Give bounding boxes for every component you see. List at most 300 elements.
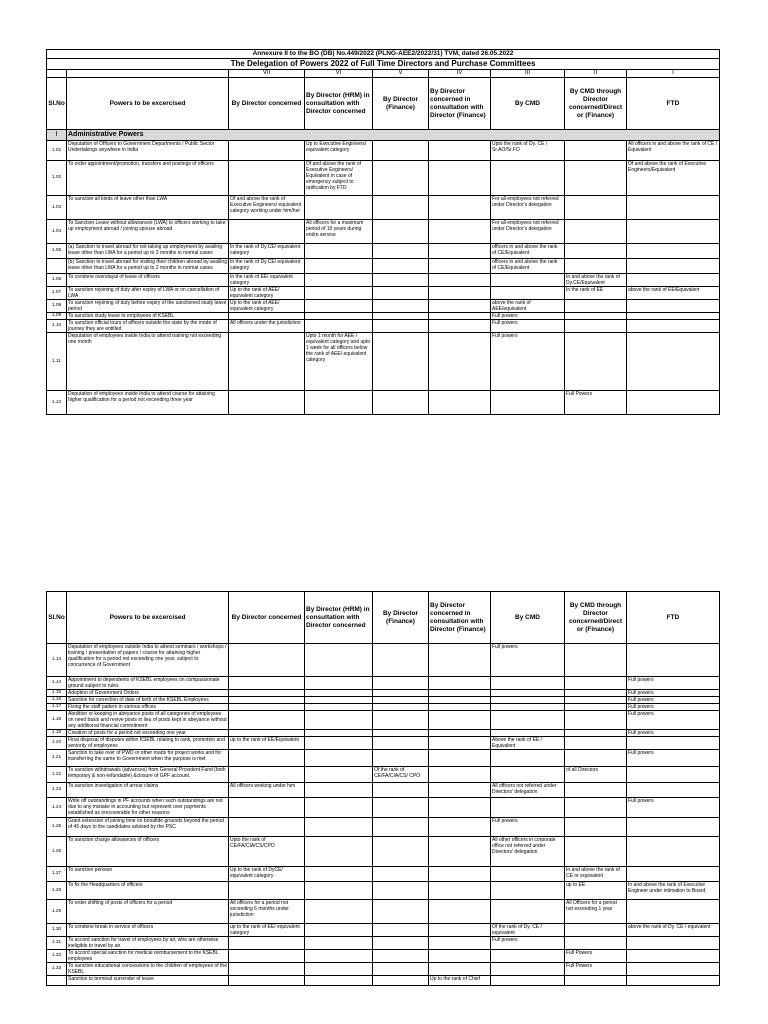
director-with-finance-cell [429, 963, 491, 976]
director-concerned-cell: In the rank of EE/ equivalent category [229, 274, 305, 287]
director-hrm-cell [305, 711, 373, 730]
cmd-through-director-cell [565, 711, 627, 730]
director-finance-cell [373, 730, 429, 737]
director-hrm-cell [305, 767, 373, 783]
table-row [47, 937, 720, 950]
table-row [47, 837, 720, 867]
cmd-through-director-cell: In and above the rank of CE or equivalent [565, 867, 627, 882]
cmd-cell [491, 704, 565, 711]
power-description: Deputation of employees inside India to attend course for attaining higher qualification for a period not exceeding three year [67, 391, 229, 415]
header-director-with-finance: By Director concerned in consultation with Director (Finance) [429, 78, 491, 130]
director-concerned-cell [229, 882, 305, 900]
cmd-cell [491, 677, 565, 690]
ftd-cell: Full powers [627, 704, 720, 711]
header-slno: Sl.No [47, 78, 67, 130]
ftd-cell [627, 220, 720, 244]
director-hrm-cell [305, 391, 373, 415]
cmd-cell: Full powers [491, 818, 565, 837]
cmd-through-director-cell: up to EE [565, 882, 627, 900]
power-description: To condone overstayal of leave of officers [67, 274, 229, 287]
director-with-finance-cell [429, 867, 491, 882]
cmd-cell: All other officers in corporate office not referred under Directors' delegation [491, 837, 565, 867]
ftd-cell [627, 737, 720, 750]
power-description: Deputation of employees inside India to attend training not exceeding one month [67, 333, 229, 391]
director-with-finance-cell [429, 750, 491, 767]
cmd-cell [491, 963, 565, 976]
director-hrm-cell [305, 963, 373, 976]
director-with-finance-cell [429, 161, 491, 196]
table-row [47, 818, 720, 837]
director-hrm-cell: All officers for a maximum period of 10 years during entire service [305, 220, 373, 244]
cmd-through-director-cell [565, 333, 627, 391]
cmd-through-director-cell [565, 924, 627, 937]
director-with-finance-cell [429, 220, 491, 244]
director-concerned-cell: Up to the rank of AEE/ equivalent category [229, 300, 305, 313]
cmd-cell: Full powers [491, 313, 565, 320]
director-hrm-cell [305, 244, 373, 259]
row-number: 1.30 [47, 924, 67, 937]
cmd-through-director-cell [565, 259, 627, 274]
director-hrm-cell [305, 798, 373, 818]
power-description: To sanction rejoining of duty after expiry of LWA or on cancellation of LWA [67, 287, 229, 300]
ftd-cell [627, 937, 720, 950]
director-hrm-cell [305, 697, 373, 704]
cmd-cell: Full powers [491, 333, 565, 391]
row-number: 1.05 [47, 244, 67, 259]
ftd-cell: Of and above the rank of Executive Engineers/Equivalent [627, 161, 720, 196]
cmd-through-director-cell [565, 937, 627, 950]
director-with-finance-cell [429, 259, 491, 274]
row-number: 1.29 [47, 900, 67, 924]
director-concerned-cell: All officers working under him [229, 783, 305, 798]
ftd-cell [627, 767, 720, 783]
director-concerned-cell [229, 937, 305, 950]
director-with-finance-cell [429, 677, 491, 690]
table-row [47, 320, 720, 333]
cmd-through-director-cell [565, 730, 627, 737]
header-ftd: FTD [627, 592, 720, 644]
director-finance-cell [373, 300, 429, 313]
cmd-through-director-cell [565, 161, 627, 196]
table-row [47, 161, 720, 196]
cmd-through-director-cell [565, 976, 627, 986]
cmd-through-director-cell: Full Powers [565, 950, 627, 963]
ftd-cell: Full powers [627, 711, 720, 730]
column-header-row [47, 592, 720, 644]
row-number: 1.18 [47, 711, 67, 730]
director-hrm-cell [305, 900, 373, 924]
row-number: 1.20 [47, 737, 67, 750]
director-with-finance-cell [429, 737, 491, 750]
cmd-through-director-cell [565, 644, 627, 677]
ftd-cell [627, 320, 720, 333]
power-description: Adoption of Government Orders [67, 690, 229, 697]
director-finance-cell [373, 798, 429, 818]
row-number: 1.17 [47, 704, 67, 711]
director-finance-cell [373, 900, 429, 924]
director-finance-cell [373, 320, 429, 333]
row-number: 1.26 [47, 837, 67, 867]
ftd-cell [627, 818, 720, 837]
director-with-finance-cell [429, 937, 491, 950]
roman-v: V [373, 70, 429, 78]
director-with-finance-cell [429, 818, 491, 837]
power-description: To accord special sanction for medical reimbursement to the KSEBL employees [67, 950, 229, 963]
director-with-finance-cell [429, 950, 491, 963]
cmd-through-director-cell [565, 220, 627, 244]
cmd-cell: All officers not referred under Directors' delegation [491, 783, 565, 798]
director-hrm-cell [305, 783, 373, 798]
director-finance-cell [373, 220, 429, 244]
director-concerned-cell: Up to the rank of AEE/ equivalent category [229, 287, 305, 300]
table-row [47, 867, 720, 882]
director-concerned-cell: In the rank of Dy.CE/ equivalent category [229, 259, 305, 274]
roman-vii: VII [229, 70, 305, 78]
director-finance-cell [373, 937, 429, 950]
director-hrm-cell [305, 196, 373, 220]
director-finance-cell [373, 259, 429, 274]
cmd-cell [491, 697, 565, 704]
power-description: To sanction charge allowances of officers [67, 837, 229, 867]
director-concerned-cell [229, 750, 305, 767]
ftd-cell [627, 950, 720, 963]
director-concerned-cell [229, 711, 305, 730]
director-hrm-cell [305, 818, 373, 837]
header-slno: Sl.No [47, 592, 67, 644]
cmd-through-director-cell [565, 818, 627, 837]
row-number [47, 259, 67, 274]
director-finance-cell [373, 644, 429, 677]
power-description: To sanction withdrawals (advances) from General Provident Fund (both temporary & non-refundable) &closure of GPF account. [67, 767, 229, 783]
power-description: (b) Sanction to travel abroad for visiting their children abroad by availing leave other than LWA for a period up to 2 months in normal cases [67, 259, 229, 274]
director-with-finance-cell [429, 287, 491, 300]
cmd-through-director-cell: All Officers for a period not exceeding 1 year [565, 900, 627, 924]
cmd-through-director-cell: of all Directors [565, 767, 627, 783]
director-with-finance-cell [429, 644, 491, 677]
row-number: 1.21 [47, 750, 67, 767]
delegation-table-part-1 [46, 49, 720, 415]
ftd-cell: Full powers [627, 730, 720, 737]
director-with-finance-cell [429, 141, 491, 161]
cmd-cell: Full powers [491, 320, 565, 333]
row-number: 1.27 [47, 867, 67, 882]
power-description: To order appointment/promotion, transfers and postings of officers [67, 161, 229, 196]
section-number: I [47, 130, 67, 141]
row-number [47, 976, 67, 986]
ftd-cell [627, 391, 720, 415]
power-description: Deputation of employees outside India to attend seminars / workshops / training / presentation of papers / course for attaining higher qualification for a period not exceeding one year, subject to concurrence of Government [67, 644, 229, 677]
director-hrm-cell [305, 737, 373, 750]
director-hrm-cell [305, 950, 373, 963]
ftd-cell [627, 783, 720, 798]
table-row [47, 900, 720, 924]
cmd-cell [491, 161, 565, 196]
cmd-through-director-cell [565, 313, 627, 320]
cmd-cell [491, 730, 565, 737]
column-header-row [47, 78, 720, 130]
director-hrm-cell [305, 750, 373, 767]
director-concerned-cell [229, 798, 305, 818]
director-hrm-cell [305, 313, 373, 320]
header-cmd: By CMD [491, 592, 565, 644]
director-hrm-cell [305, 837, 373, 867]
director-with-finance-cell [429, 697, 491, 704]
director-hrm-cell [305, 677, 373, 690]
director-finance-cell [373, 976, 429, 986]
table-row [47, 924, 720, 937]
director-hrm-cell [305, 976, 373, 986]
power-description: To sanction all kinds of leave other than LWA [67, 196, 229, 220]
row-number: 1.08 [47, 300, 67, 313]
header-cmd-through-director: By CMD through Director concerned/Direct or (Finance) [565, 78, 627, 130]
director-hrm-cell: Upto 1 month for AEE / equivalent category and upto 1 week for all officers below the rank of AEE/ equivalent category [305, 333, 373, 391]
director-hrm-cell [305, 287, 373, 300]
ftd-cell: above the rank of Dy. CE / equivalent [627, 924, 720, 937]
cmd-through-director-cell [565, 244, 627, 259]
power-description: Final disposal of disputes within KSEBL relating to rank, promotion and seniority of employees [67, 737, 229, 750]
cmd-through-director-cell [565, 320, 627, 333]
row-number: 1.24 [47, 798, 67, 818]
row-number: 1.33 [47, 963, 67, 976]
director-concerned-cell [229, 141, 305, 161]
cmd-cell [491, 867, 565, 882]
table-row [47, 391, 720, 415]
director-finance-cell [373, 882, 429, 900]
ftd-cell: All officers in and above the rank of CE / Equivalent [627, 141, 720, 161]
director-concerned-cell [229, 730, 305, 737]
row-number: 1.07 [47, 287, 67, 300]
director-with-finance-cell [429, 320, 491, 333]
ftd-cell [627, 837, 720, 867]
power-description: To fix the Headquarters of officers [67, 882, 229, 900]
power-description: To Sanction Leave without allowances (LWA) to officers working to take up employment abroad / joining spouse abroad [67, 220, 229, 244]
director-concerned-cell: up to the rank of EE/Equivalent [229, 737, 305, 750]
director-concerned-cell [229, 677, 305, 690]
table-row [47, 313, 720, 320]
ftd-cell [627, 274, 720, 287]
power-description: (a) Sanction to travel abroad for not taking up employment by availing leave other than LWA for a period up to 2 months in normal cases [67, 244, 229, 259]
director-concerned-cell: All officers under the jurisdiction [229, 320, 305, 333]
table-row [47, 704, 720, 711]
cmd-through-director-cell [565, 300, 627, 313]
header-ftd: FTD [627, 78, 720, 130]
table-row [47, 244, 720, 259]
director-concerned-cell [229, 697, 305, 704]
director-concerned-cell [229, 950, 305, 963]
row-number: 1.11 [47, 333, 67, 391]
row-number: 1.10 [47, 320, 67, 333]
cmd-through-director-cell [565, 737, 627, 750]
cmd-cell: For all employees not referred under Director's delegation [491, 220, 565, 244]
roman-ii: II [565, 70, 627, 78]
power-description: To sanction study leave to employees of KSEBL [67, 313, 229, 320]
header-cmd-through-director: By CMD through Director concerned/Direct or (Finance) [565, 592, 627, 644]
director-hrm-cell [305, 644, 373, 677]
header-powers: Powers to be excercised [67, 592, 229, 644]
cmd-through-director-cell: In and above the rank of Dy.CE/Equivalent [565, 274, 627, 287]
director-hrm-cell [305, 882, 373, 900]
row-number: 1.15 [47, 690, 67, 697]
director-hrm-cell: Up to Executive Engineers/ equivalent category [305, 141, 373, 161]
director-concerned-cell [229, 690, 305, 697]
row-number: 1.23 [47, 783, 67, 798]
power-description: Write off outstandings in PF accounts when such outstandings are not due to any mistake in accounting but represent over payments established as irrecoverable for other reasons [67, 798, 229, 818]
ftd-cell: Full powers [627, 750, 720, 767]
director-concerned-cell [229, 313, 305, 320]
row-number: 1.01 [47, 141, 67, 161]
cmd-cell [491, 391, 565, 415]
director-finance-cell [373, 750, 429, 767]
roman-numeral-row [47, 70, 720, 78]
director-concerned-cell [229, 704, 305, 711]
cmd-through-director-cell [565, 697, 627, 704]
power-description: To order shifting of posts of officers for a period [67, 900, 229, 924]
cmd-through-director-cell [565, 783, 627, 798]
cmd-cell [491, 767, 565, 783]
power-description: Grant extension of joining time on bonafide grounds beyond the period of 45 days to the candidates advised by the PSC [67, 818, 229, 837]
ftd-cell: Full powers [627, 677, 720, 690]
ftd-cell [627, 867, 720, 882]
table-row [47, 141, 720, 161]
director-hrm-cell [305, 300, 373, 313]
power-description: Creation of posts for a period not exceeding one year [67, 730, 229, 737]
power-description: To sanction educational concessions to the children of employees of the KSEBL [68, 963, 227, 975]
director-hrm-cell [305, 274, 373, 287]
director-with-finance-cell [429, 333, 491, 391]
ftd-cell [627, 333, 720, 391]
director-hrm-cell: Of and above the rank of Executive Engineers/ Equivalent in case of emergency subject to ratification by FTD [305, 161, 373, 196]
power-description: Fixing the staff pattern in various offices [67, 704, 229, 711]
director-with-finance-cell [429, 391, 491, 415]
power-description: To accord sanction for travel of employees by air, who are otherwise ineligible to travel by air [67, 937, 229, 950]
section-title: Administrative Powers [67, 130, 720, 141]
director-finance-cell [373, 783, 429, 798]
header-director-concerned: By Director concerned [229, 592, 305, 644]
table-row [47, 220, 720, 244]
ftd-cell: Full powers [627, 798, 720, 818]
table-row [47, 882, 720, 900]
cmd-through-director-cell: Full Powers [565, 963, 627, 976]
row-number: 1.02 [47, 161, 67, 196]
ftd-cell [627, 644, 720, 677]
director-finance-cell: Of the rank of CE/FA/CIA/CS/ CPO [373, 767, 429, 783]
power-description: To sanction investigation of arrear claims [67, 783, 229, 798]
director-finance-cell [373, 963, 429, 976]
table-row [47, 333, 720, 391]
cmd-cell: officers in and above the rank of CE/Equivalent [491, 244, 565, 259]
row-number: 1.04 [47, 220, 67, 244]
cmd-cell [491, 690, 565, 697]
table-row [47, 798, 720, 818]
header-director-finance: By Director (Finance) [373, 78, 429, 130]
director-with-finance-cell [429, 882, 491, 900]
director-with-finance-cell [429, 300, 491, 313]
power-description: Abolition or keeping in abeyance posts of all categories of employees on need basis and revive posts in lieu of posts kept in abeyance without any additional financial commitment [68, 711, 227, 729]
director-with-finance-cell [429, 196, 491, 220]
table-body-part-2 [47, 644, 720, 986]
table-row [47, 783, 720, 798]
ftd-cell [627, 259, 720, 274]
cmd-cell: Full powers [491, 644, 565, 677]
director-finance-cell [373, 690, 429, 697]
roman-iii: III [491, 70, 565, 78]
header-director-with-finance: By Director concerned in consultation with Director (Finance) [429, 592, 491, 644]
director-concerned-cell [229, 220, 305, 244]
cmd-cell: above the rank of AEE/equivalent [491, 300, 565, 313]
row-number: 1.19 [47, 730, 67, 737]
director-finance-cell [373, 867, 429, 882]
director-with-finance-cell [429, 244, 491, 259]
table-body-part-1 [47, 141, 720, 415]
director-hrm-cell [305, 730, 373, 737]
ftd-cell [627, 313, 720, 320]
director-concerned-cell [229, 644, 305, 677]
director-hrm-cell [305, 937, 373, 950]
cmd-cell [491, 900, 565, 924]
ftd-cell: above the rank of EE/Equivalent [627, 287, 720, 300]
director-with-finance-cell [429, 704, 491, 711]
table-row [47, 730, 720, 737]
cmd-cell: Of the rank of Dy. CE / equivalent [491, 924, 565, 937]
table-row [47, 767, 720, 783]
row-number: 1.16 [47, 697, 67, 704]
header-cmd: By CMD [491, 78, 565, 130]
director-concerned-cell [229, 818, 305, 837]
power-description: Appointment to dependents of KSEBL employees on compassionate ground subject to rules [67, 677, 229, 690]
director-concerned-cell [229, 976, 305, 986]
cmd-through-director-cell: In the rank of EE [565, 287, 627, 300]
director-with-finance-cell [429, 798, 491, 818]
table-row [47, 287, 720, 300]
table-row [47, 750, 720, 767]
row-number: 1.03 [47, 196, 67, 220]
director-concerned-cell [229, 391, 305, 415]
director-concerned-cell: Of and above the rank of Executive Engineers/ equivalent category working under him/her [229, 196, 305, 220]
director-finance-cell [373, 697, 429, 704]
director-with-finance-cell [429, 924, 491, 937]
director-concerned-cell [229, 333, 305, 391]
director-hrm-cell [305, 690, 373, 697]
ftd-cell [627, 196, 720, 220]
cmd-cell [491, 882, 565, 900]
header-director-concerned: By Director concerned [229, 78, 305, 130]
row-number: 1.06 [47, 274, 67, 287]
director-with-finance-cell: Up to the rank of Chief [429, 976, 491, 986]
cmd-through-director-cell [565, 704, 627, 711]
director-hrm-cell [305, 259, 373, 274]
cmd-cell [491, 711, 565, 730]
director-with-finance-cell [429, 783, 491, 798]
director-with-finance-cell [429, 274, 491, 287]
director-concerned-cell: Up to the rank of DyCE/ equivalent category [229, 867, 305, 882]
director-concerned-cell: All officers for a period not exceeding 6 months under jurisdiction [229, 900, 305, 924]
director-finance-cell [373, 818, 429, 837]
director-with-finance-cell [429, 690, 491, 697]
director-finance-cell [373, 924, 429, 937]
table-row [47, 697, 720, 704]
row-number: 1.12 [47, 391, 67, 415]
director-finance-cell [373, 161, 429, 196]
director-finance-cell [373, 196, 429, 220]
cmd-cell [491, 274, 565, 287]
director-finance-cell [373, 737, 429, 750]
director-with-finance-cell [429, 730, 491, 737]
director-concerned-cell [229, 767, 305, 783]
director-concerned-cell: up to the rank of EE/ equivalent category [229, 924, 305, 937]
director-concerned-cell [229, 161, 305, 196]
cmd-cell: For all employees not referred under Director's delegation [491, 196, 565, 220]
table-row [47, 950, 720, 963]
